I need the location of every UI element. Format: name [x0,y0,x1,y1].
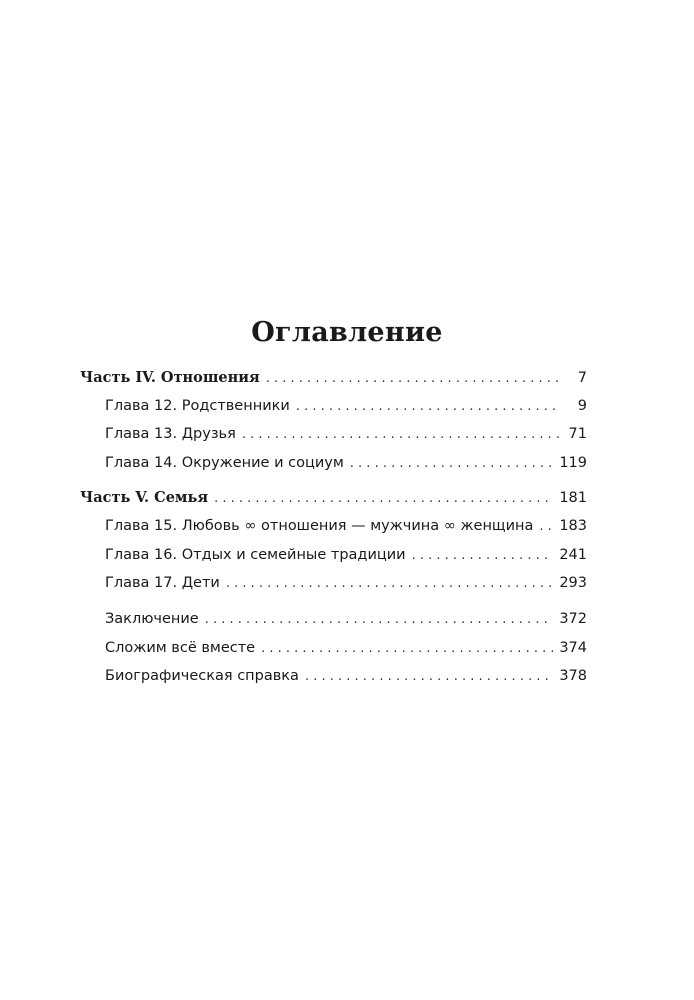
entry-label: Глава 13. Друзья [105,426,236,442]
page-number: 71 [568,426,587,442]
toc-title: Оглавление [251,317,443,348]
entry-label: Биографическая справка [105,668,299,684]
toc-entry-conclusion[interactable] [105,607,587,631]
toc-entry-summary[interactable] [105,636,587,660]
dot-leader [214,487,553,511]
toc-entry-chapter-15[interactable] [105,514,587,538]
entry-label: Глава 17. Дети [105,575,220,591]
page-number: 119 [559,455,587,471]
page-number: 372 [559,611,587,627]
dot-leader [305,665,553,689]
page-number: 183 [559,518,587,534]
dot-leader [226,572,553,596]
page-number: 241 [559,547,587,563]
dot-leader [350,452,554,476]
entry-label: Глава 16. Отдых и семейные традиции [105,547,406,563]
toc-entry-chapter-17[interactable] [105,571,587,595]
page-number: 293 [559,575,587,591]
dot-leader [412,544,554,568]
page-number: 374 [559,640,587,656]
dot-leader [261,637,553,661]
page-number: 7 [577,370,587,386]
dot-leader [242,423,559,447]
dot-leader [296,395,559,419]
entry-label: Глава 12. Родственники [105,398,290,414]
entry-label: Часть IV. Отношения [80,369,260,386]
entry-label: Часть V. Семья [80,489,209,506]
toc-entry-biography[interactable] [105,664,587,688]
dot-leader [539,515,553,539]
dot-leader [266,367,559,391]
toc-entry-chapter-14[interactable] [105,451,587,475]
page-number: 181 [559,490,587,506]
page-number: 9 [577,398,587,414]
toc-entry-chapter-16[interactable] [105,543,587,567]
dot-leader [205,608,554,632]
entry-label: Глава 14. Окружение и социум [105,455,344,471]
page-number: 378 [559,668,587,684]
toc-entry-chapter-12[interactable] [105,394,587,418]
entry-label: Сложим всё вместе [105,640,256,656]
toc-entry-part-5[interactable] [80,486,587,510]
toc-entry-part-4[interactable] [80,366,587,390]
entry-label: Заключение [105,611,199,627]
entry-label: Глава 15. Любовь ∞ отношения — мужчина ∞ женщина [105,518,534,534]
toc-entry-chapter-13[interactable] [105,422,587,446]
